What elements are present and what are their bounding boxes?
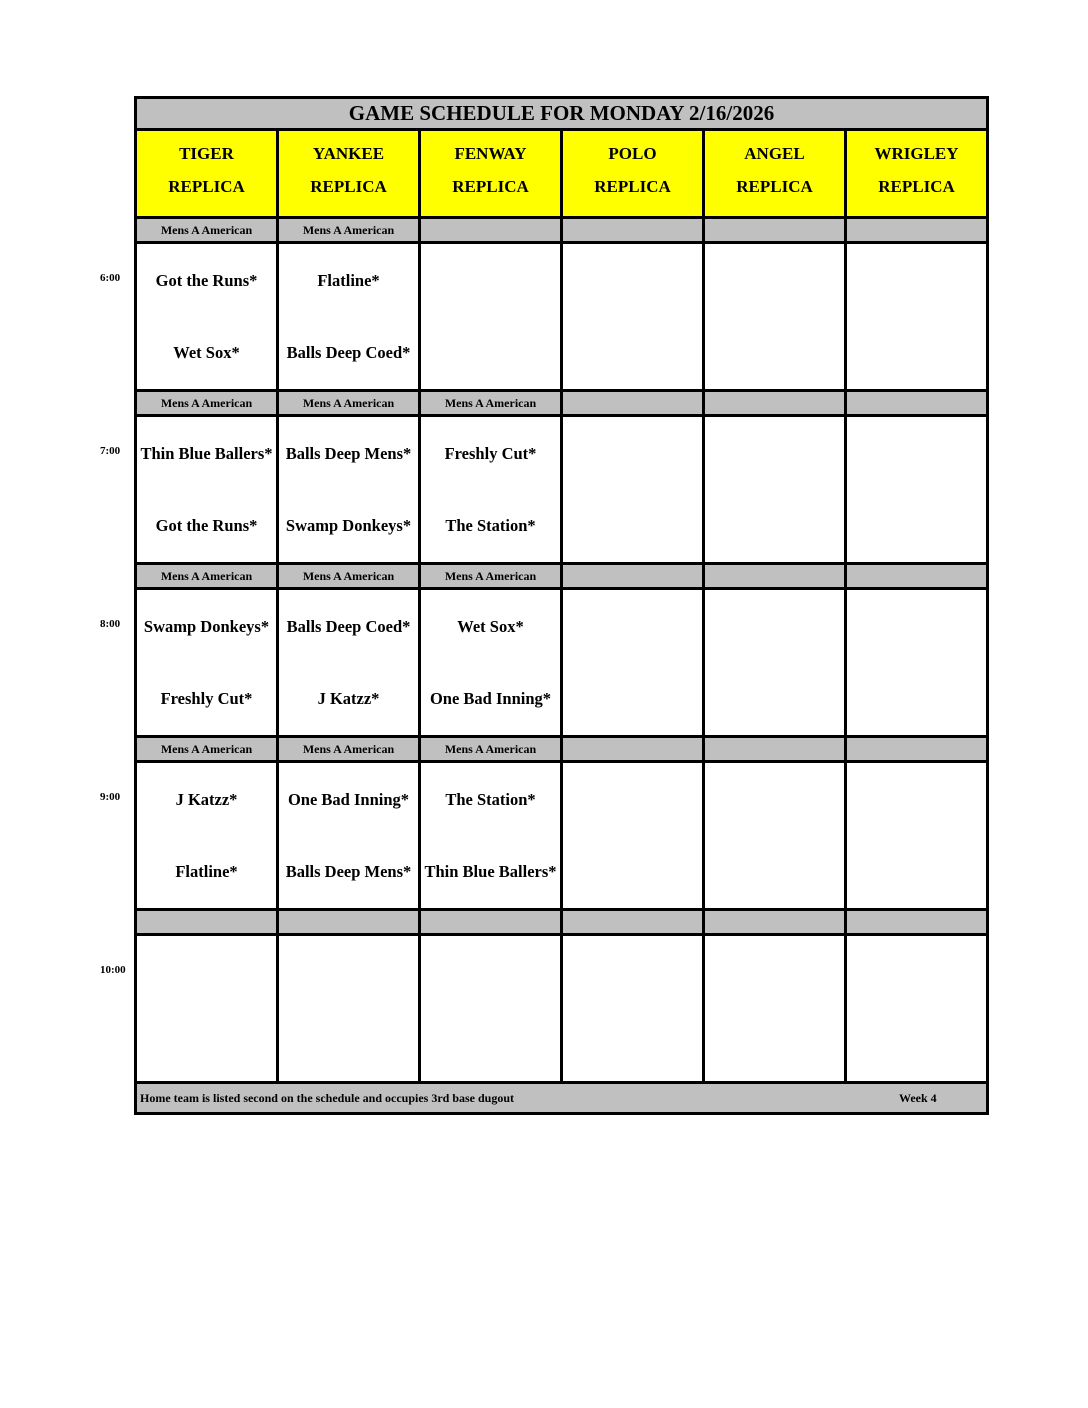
away-team: Balls Deep Coed* [286, 616, 411, 636]
field-header-fenway [421, 131, 563, 216]
game-cell [705, 417, 847, 562]
field-type: REPLICA [310, 177, 387, 196]
schedule-table [134, 96, 989, 1115]
field-header-wrigley [847, 131, 986, 216]
division-label [847, 392, 986, 414]
time-slot-row [137, 763, 986, 911]
away-team [705, 590, 844, 662]
away-team [705, 763, 844, 835]
away-team [705, 244, 844, 316]
home-team [705, 489, 844, 561]
away-team: Flatline* [317, 270, 380, 290]
field-type: REPLICA [594, 177, 671, 196]
division-label: Mens A American [421, 738, 563, 760]
field-header-polo [563, 131, 705, 216]
home-team: Freshly Cut* [160, 688, 253, 708]
division-label [563, 219, 705, 241]
home-team [563, 662, 702, 734]
home-team [563, 489, 702, 561]
division-label [847, 911, 986, 933]
division-label: Mens A American [137, 392, 279, 414]
home-team [847, 489, 986, 561]
away-team: The Station* [445, 789, 536, 809]
away-team [563, 763, 702, 835]
home-team: Balls Deep Mens* [285, 861, 412, 881]
away-team [279, 936, 418, 1008]
division-label: Mens A American [421, 565, 563, 587]
division-row [137, 738, 986, 763]
home-team: Wet Sox* [173, 342, 240, 362]
home-team [279, 1008, 418, 1080]
away-team [847, 417, 986, 489]
division-label [421, 219, 563, 241]
home-team [705, 1008, 844, 1080]
game-cell [847, 590, 986, 735]
game-cell [137, 590, 279, 735]
home-team [847, 835, 986, 907]
game-cell [847, 763, 986, 908]
division-row [137, 392, 986, 417]
home-team: Flatline* [175, 861, 238, 881]
away-team [563, 417, 702, 489]
field-header-yankee [279, 131, 421, 216]
home-team: Got the Runs* [155, 515, 258, 535]
week-label: Week 4 [899, 1091, 937, 1105]
division-row [137, 219, 986, 244]
division-label [563, 392, 705, 414]
schedule-footer [137, 1081, 986, 1112]
game-cell [137, 417, 279, 562]
division-label [279, 911, 421, 933]
time-slot-row [137, 417, 986, 565]
division-label [563, 911, 705, 933]
field-name: POLO [608, 144, 657, 163]
away-team: Swamp Donkeys* [143, 616, 270, 636]
time-slot-row [137, 936, 986, 1081]
division-row [137, 911, 986, 936]
away-team [137, 936, 276, 1008]
game-cell [137, 244, 279, 389]
division-label: Mens A American [279, 392, 421, 414]
field-name: YANKEE [312, 144, 385, 163]
away-team: Balls Deep Mens* [285, 443, 412, 463]
time-slot-row [137, 244, 986, 392]
field-header-angel [705, 131, 847, 216]
division-label: Mens A American [137, 565, 279, 587]
field-name: WRIGLEY [874, 144, 959, 163]
home-team: The Station* [445, 515, 536, 535]
game-cell [137, 763, 279, 908]
game-cell [847, 417, 986, 562]
home-team: J Katzz* [317, 688, 380, 708]
time-label: 10:00 [100, 964, 126, 976]
division-label [847, 565, 986, 587]
game-cell [421, 936, 563, 1081]
game-cell [421, 590, 563, 735]
home-team [847, 1008, 986, 1080]
home-team [421, 316, 560, 388]
game-cell [705, 590, 847, 735]
division-label: Mens A American [421, 392, 563, 414]
division-label: Mens A American [279, 219, 421, 241]
time-label: 6:00 [100, 272, 121, 284]
away-team: One Bad Inning* [287, 789, 410, 809]
game-cell [705, 763, 847, 908]
away-team: Got the Runs* [155, 270, 258, 290]
time-label: 8:00 [100, 618, 121, 630]
division-label [563, 738, 705, 760]
home-team [705, 662, 844, 734]
division-row [137, 565, 986, 590]
home-team [705, 316, 844, 388]
game-cell [279, 763, 421, 908]
away-team: Freshly Cut* [444, 443, 537, 463]
time-slot-row [137, 590, 986, 738]
field-name: FENWAY [454, 144, 527, 163]
game-cell [279, 590, 421, 735]
away-team: J Katzz* [175, 789, 238, 809]
away-team [847, 244, 986, 316]
home-team [563, 835, 702, 907]
away-team: Thin Blue Ballers* [140, 443, 273, 463]
division-label [137, 911, 279, 933]
away-team [563, 244, 702, 316]
division-label [705, 738, 847, 760]
game-cell [279, 936, 421, 1081]
field-type: REPLICA [736, 177, 813, 196]
game-cell [563, 417, 705, 562]
home-team: Thin Blue Ballers* [424, 861, 557, 881]
field-type: REPLICA [168, 177, 245, 196]
home-team: One Bad Inning* [429, 688, 552, 708]
field-header-tiger [137, 131, 279, 216]
game-cell [563, 936, 705, 1081]
game-cell [563, 763, 705, 908]
division-label [847, 219, 986, 241]
away-team: Wet Sox* [457, 616, 524, 636]
game-cell [563, 590, 705, 735]
division-label: Mens A American [137, 219, 279, 241]
division-label [847, 738, 986, 760]
game-cell [847, 244, 986, 389]
away-team [563, 936, 702, 1008]
home-team [705, 835, 844, 907]
division-label [705, 565, 847, 587]
home-team: Swamp Donkeys* [285, 515, 412, 535]
home-team-note: Home team is listed second on the schedule and occupies 3rd base dugout [140, 1091, 515, 1105]
game-cell [421, 763, 563, 908]
away-team [847, 590, 986, 662]
home-team [563, 1008, 702, 1080]
division-label [705, 219, 847, 241]
game-cell [421, 417, 563, 562]
field-header-row [137, 131, 986, 219]
away-team [705, 936, 844, 1008]
away-team [421, 244, 560, 316]
game-cell [137, 936, 279, 1081]
game-cell [279, 244, 421, 389]
away-team [847, 936, 986, 1008]
time-label: 9:00 [100, 791, 121, 803]
home-team [563, 316, 702, 388]
home-team [847, 316, 986, 388]
home-team: Balls Deep Coed* [286, 342, 411, 362]
game-cell [563, 244, 705, 389]
schedule-title: GAME SCHEDULE FOR MONDAY 2/16/2026 [137, 99, 986, 131]
game-cell [705, 244, 847, 389]
home-team [847, 662, 986, 734]
game-cell [705, 936, 847, 1081]
division-label [705, 911, 847, 933]
field-type: REPLICA [878, 177, 955, 196]
game-cell [421, 244, 563, 389]
away-team [563, 590, 702, 662]
time-slots [137, 219, 986, 1081]
home-team [421, 1008, 560, 1080]
division-label: Mens A American [279, 738, 421, 760]
division-label [421, 911, 563, 933]
field-name: ANGEL [744, 144, 805, 163]
field-name: TIGER [179, 144, 234, 163]
game-cell [279, 417, 421, 562]
time-label: 7:00 [100, 445, 121, 457]
division-label: Mens A American [279, 565, 421, 587]
away-team [705, 417, 844, 489]
division-label [563, 565, 705, 587]
division-label [705, 392, 847, 414]
field-type: REPLICA [452, 177, 529, 196]
away-team [421, 936, 560, 1008]
away-team [847, 763, 986, 835]
home-team [137, 1008, 276, 1080]
division-label: Mens A American [137, 738, 279, 760]
game-cell [847, 936, 986, 1081]
